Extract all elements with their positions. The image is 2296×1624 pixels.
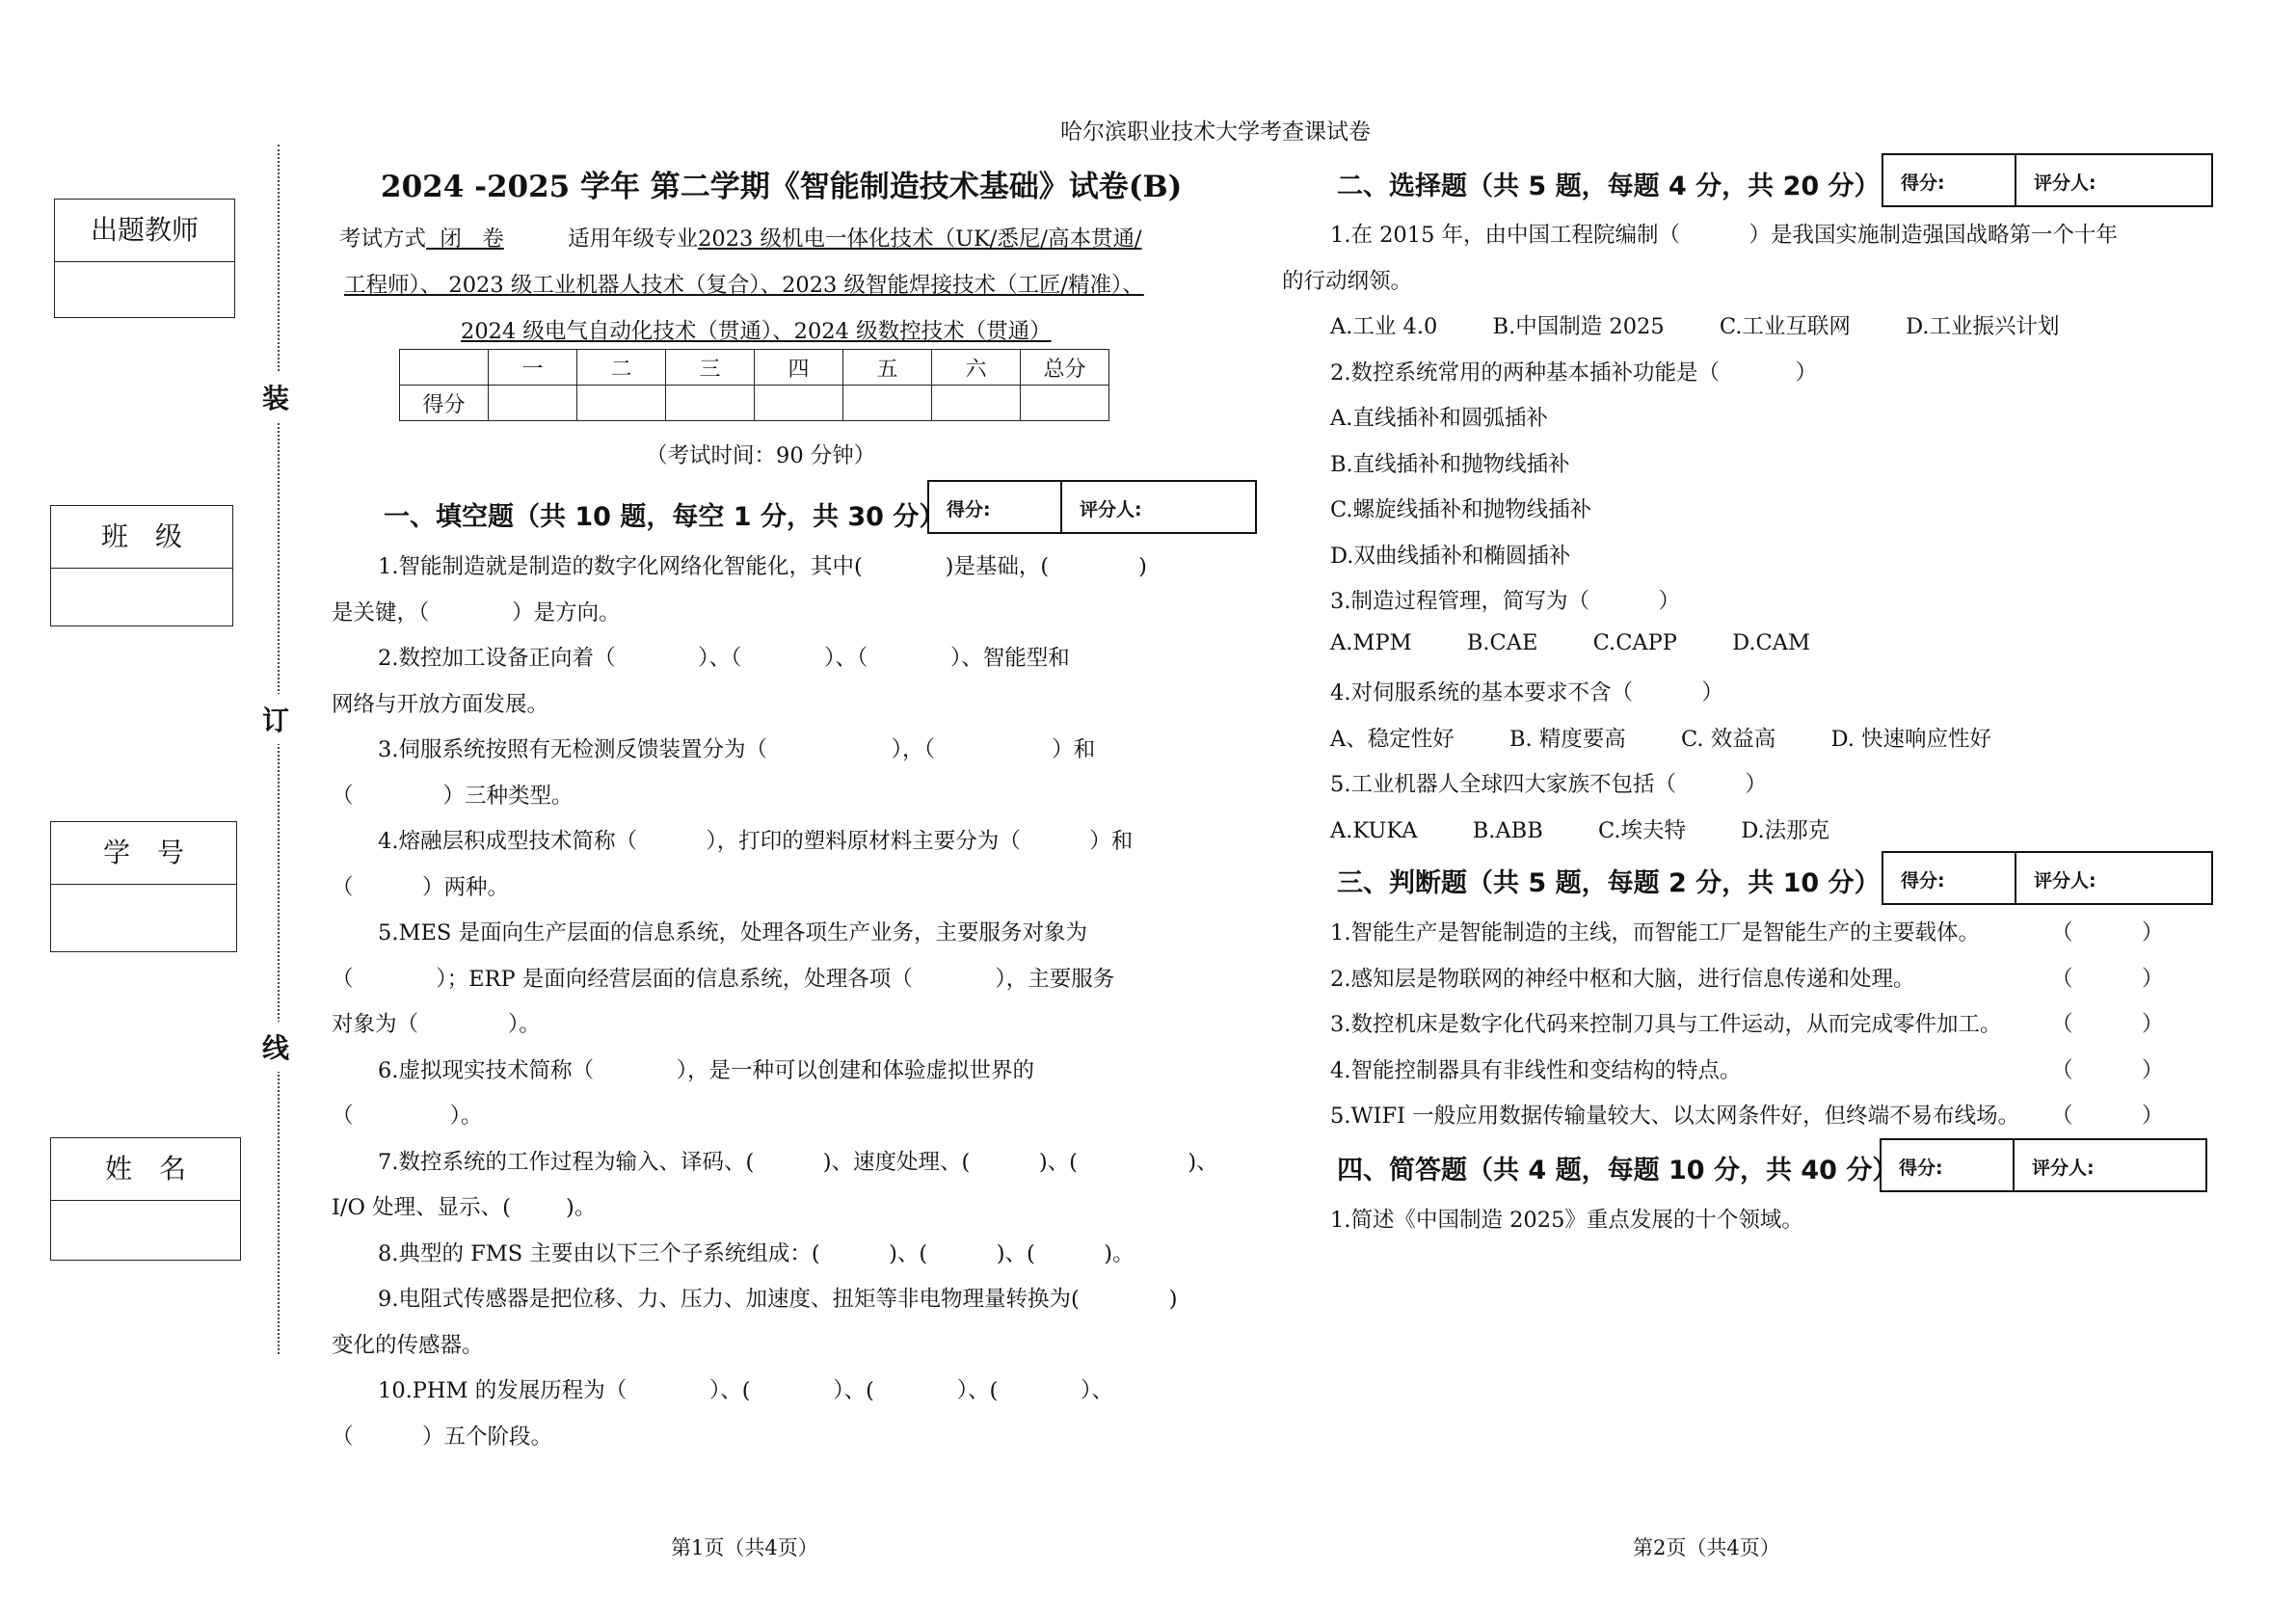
choice-question-line: A.工业 4.0 B.中国制造 2025 C.工业互联网 D.工业振兴计划 <box>1330 314 2060 339</box>
score-cell[interactable] <box>1021 386 1109 421</box>
grader-label: 评分人: <box>1080 499 1142 520</box>
fill-question-line: 4.熔融层积成型技术简称（ ），打印的塑料原材料主要分为（ ）和 <box>378 829 1134 854</box>
grader-label: 评分人: <box>2032 1158 2095 1179</box>
short-answer-question-line: 1.简述《中国制造 2025》重点发展的十个领域。 <box>1330 1208 1803 1233</box>
section1-title: 一、填空题（共 10 题，每空 1 分，共 30 分） <box>384 502 946 532</box>
choice-question-line: 3.制造过程管理，简写为（ ） <box>1330 589 1680 614</box>
score-cell[interactable] <box>932 386 1021 421</box>
student-id-label: 学 号 <box>51 822 236 885</box>
score-header-cell: 六 <box>932 350 1021 386</box>
choice-question-line: A.MPM B.CAE C.CAPP D.CAM <box>1330 629 1811 655</box>
judge-answer-paren[interactable]: （ ） <box>2051 920 2164 945</box>
section1-score-box <box>927 480 1257 534</box>
score-header-cell: 二 <box>577 350 666 386</box>
name-label: 姓 名 <box>51 1138 240 1201</box>
judge-question-line: 2.感知层是物联网的神经中枢和大脑，进行信息传递和处理。 <box>1330 966 1915 992</box>
exam-title: 2024 -2025 学年 第二学期《智能制造技术基础》试卷(B) <box>381 170 1183 204</box>
score-cell[interactable] <box>489 386 577 421</box>
choice-question-line: C.螺旋线插补和抛物线插补 <box>1330 497 1592 522</box>
exam-time: （考试时间：90 分钟） <box>646 443 876 468</box>
judge-question-line: 3.数控机床是数字化代码来控制刀具与工件运动，从而完成零件加工。 <box>1330 1012 2002 1037</box>
fill-question-line: I/O 处理、显示、( )。 <box>332 1195 597 1220</box>
fill-question-line: 3.伺服系统按照有无检测反馈装置分为（ ），（ ）和 <box>378 737 1096 762</box>
fill-question-line: 5.MES 是面向生产层面的信息系统，处理各项生产业务，主要服务对象为 <box>378 920 1087 945</box>
score-cell[interactable] <box>755 386 843 421</box>
fill-question-line: （ ）。 <box>332 1104 483 1129</box>
score-header-cell: 一 <box>489 350 577 386</box>
score-cell[interactable] <box>843 386 932 421</box>
score-cell[interactable] <box>666 386 755 421</box>
class-box <box>50 505 233 626</box>
fill-question-line: 7.数控系统的工作过程为输入、译码、( )、速度处理、( )、( )、 <box>378 1149 1218 1175</box>
section3-title: 三、判断题（共 5 题，每题 2 分，共 10 分） <box>1337 868 1881 898</box>
fill-question-line: 8.典型的 FMS 主要由以下三个子系统组成：( )、( )、( )。 <box>378 1240 1135 1266</box>
teacher-box <box>54 199 235 318</box>
method-label: 考试方式 <box>339 226 427 252</box>
judge-answer-paren[interactable]: （ ） <box>2051 1057 2164 1083</box>
section3-score-box <box>1882 851 2213 905</box>
score-header-cell <box>400 350 489 386</box>
score-label: 得分: <box>929 482 1062 532</box>
judge-answer-paren[interactable]: （ ） <box>2051 1012 2164 1037</box>
fill-question-line: 9.电阻式传感器是把位移、力、压力、加速度、扭矩等非电物理量转换为( ) <box>378 1287 1178 1312</box>
score-table <box>399 349 1109 421</box>
fill-question-line: （ ）；ERP 是面向经营层面的信息系统，处理各项（ ），主要服务 <box>332 966 1115 992</box>
choice-question-line: D.双曲线插补和椭圆插补 <box>1330 543 1571 569</box>
binding-line <box>278 145 280 1354</box>
method-value: 闭 卷 <box>426 226 504 252</box>
choice-question-line: 的行动纲领。 <box>1282 268 1413 294</box>
choice-question-line: B.直线插补和抛物线插补 <box>1330 451 1570 477</box>
binding-char-ding: 订 <box>262 694 289 744</box>
grader-label: 评分人: <box>2034 173 2096 194</box>
teacher-label: 出题教师 <box>55 200 234 262</box>
section2-title: 二、选择题（共 5 题，每题 4 分，共 20 分） <box>1337 172 1881 201</box>
judge-question-line: 4.智能控制器具有非线性和变结构的特点。 <box>1330 1057 1742 1083</box>
fill-question-line: 变化的传感器。 <box>332 1332 484 1358</box>
page2-footer: 第2页（共4页） <box>1633 1536 1780 1559</box>
section4-score-box <box>1880 1138 2207 1192</box>
binding-char-xian: 线 <box>262 1022 289 1072</box>
score-cell[interactable] <box>577 386 666 421</box>
score-header-cell: 五 <box>843 350 932 386</box>
choice-question-line: 5.工业机器人全球四大家族不包括（ ） <box>1330 772 1767 797</box>
fill-question-line: 是关键，（ ）是方向。 <box>332 599 621 626</box>
judge-answer-paren[interactable]: （ ） <box>2051 1104 2164 1129</box>
fill-question-line: 对象为（ ）。 <box>332 1012 541 1037</box>
fill-question-line: 2.数控加工设备正向着（ ）、（ ）、（ ）、智能型和 <box>378 646 1070 671</box>
student-id-box <box>50 821 237 952</box>
grade-line-2: 工程师）、 2023 级工业机器人技术（复合）、2023 级智能焊接技术（工匠/精准）、 <box>344 273 1144 298</box>
score-header-cell: 四 <box>755 350 843 386</box>
choice-question-line: 2.数控系统常用的两种基本插补功能是（ ） <box>1330 359 1818 386</box>
choice-question-line: A.直线插补和圆弧插补 <box>1330 406 1548 431</box>
judge-answer-paren[interactable]: （ ） <box>2051 966 2164 992</box>
binding-char-zhuang: 装 <box>262 372 289 422</box>
exam-method-line <box>339 222 1142 253</box>
score-header-cell: 总分 <box>1021 350 1109 386</box>
grade-label: 适用年级专业 <box>568 226 699 252</box>
university-header: 哈尔滨职业技术大学考查课试卷 <box>1060 120 1371 145</box>
fill-question-line: 6.虚拟现实技术简称（ ），是一种可以创建和体验虚拟世界的 <box>378 1057 1035 1083</box>
score-row-label: 得分 <box>400 386 489 421</box>
fill-question-line: 1.智能制造就是制造的数字化网络化智能化，其中( )是基础，( ) <box>378 554 1147 579</box>
fill-question-line: （ ）三种类型。 <box>332 783 574 809</box>
score-label: 得分: <box>1883 853 2016 903</box>
fill-question-line: 网络与开放方面发展。 <box>332 691 549 717</box>
score-header-cell: 三 <box>666 350 755 386</box>
judge-question-line: 5.WIFI 一般应用数据传输量较大、以太网条件好，但终端不易布线场。 <box>1330 1104 2020 1129</box>
name-box <box>50 1137 241 1261</box>
section4-title: 四、简答题（共 4 题，每题 10 分，共 40 分） <box>1337 1156 1899 1185</box>
fill-question-line: 10.PHM 的发展历程为（ ）、( ）、( ）、( ）、 <box>378 1378 1113 1403</box>
grader-label: 评分人: <box>2034 870 2096 892</box>
fill-question-line: （ ）五个阶段。 <box>332 1424 553 1450</box>
choice-question-line: 4.对伺服系统的基本要求不含（ ） <box>1330 680 1723 706</box>
choice-question-line: 1.在 2015 年，由中国工程院编制（ ）是我国实施制造强国战略第一个十年 <box>1330 223 2119 248</box>
page1-footer: 第1页（共4页） <box>671 1536 818 1559</box>
choice-question-line: A.KUKA B.ABB C.埃夫特 D.法那克 <box>1330 817 1830 843</box>
fill-question-line: （ ）两种。 <box>332 874 510 900</box>
score-label: 得分: <box>1883 155 2016 205</box>
choice-question-line: A、稳定性好 B. 精度要高 C. 效益高 D. 快速响应性好 <box>1330 726 1991 752</box>
class-label: 班 级 <box>51 506 232 569</box>
grade-line-3: 2024 级电气自动化技术（贯通）、2024 级数控技术（贯通） <box>461 319 1052 344</box>
judge-question-line: 1.智能生产是智能制造的主线，而智能工厂是智能生产的主要载体。 <box>1330 920 1980 945</box>
grade-line-1: 2023 级机电一体化技术（UK/悉尼/高本贯通/ <box>698 226 1142 252</box>
score-label: 得分: <box>1882 1140 2015 1190</box>
section2-score-box <box>1882 153 2213 207</box>
